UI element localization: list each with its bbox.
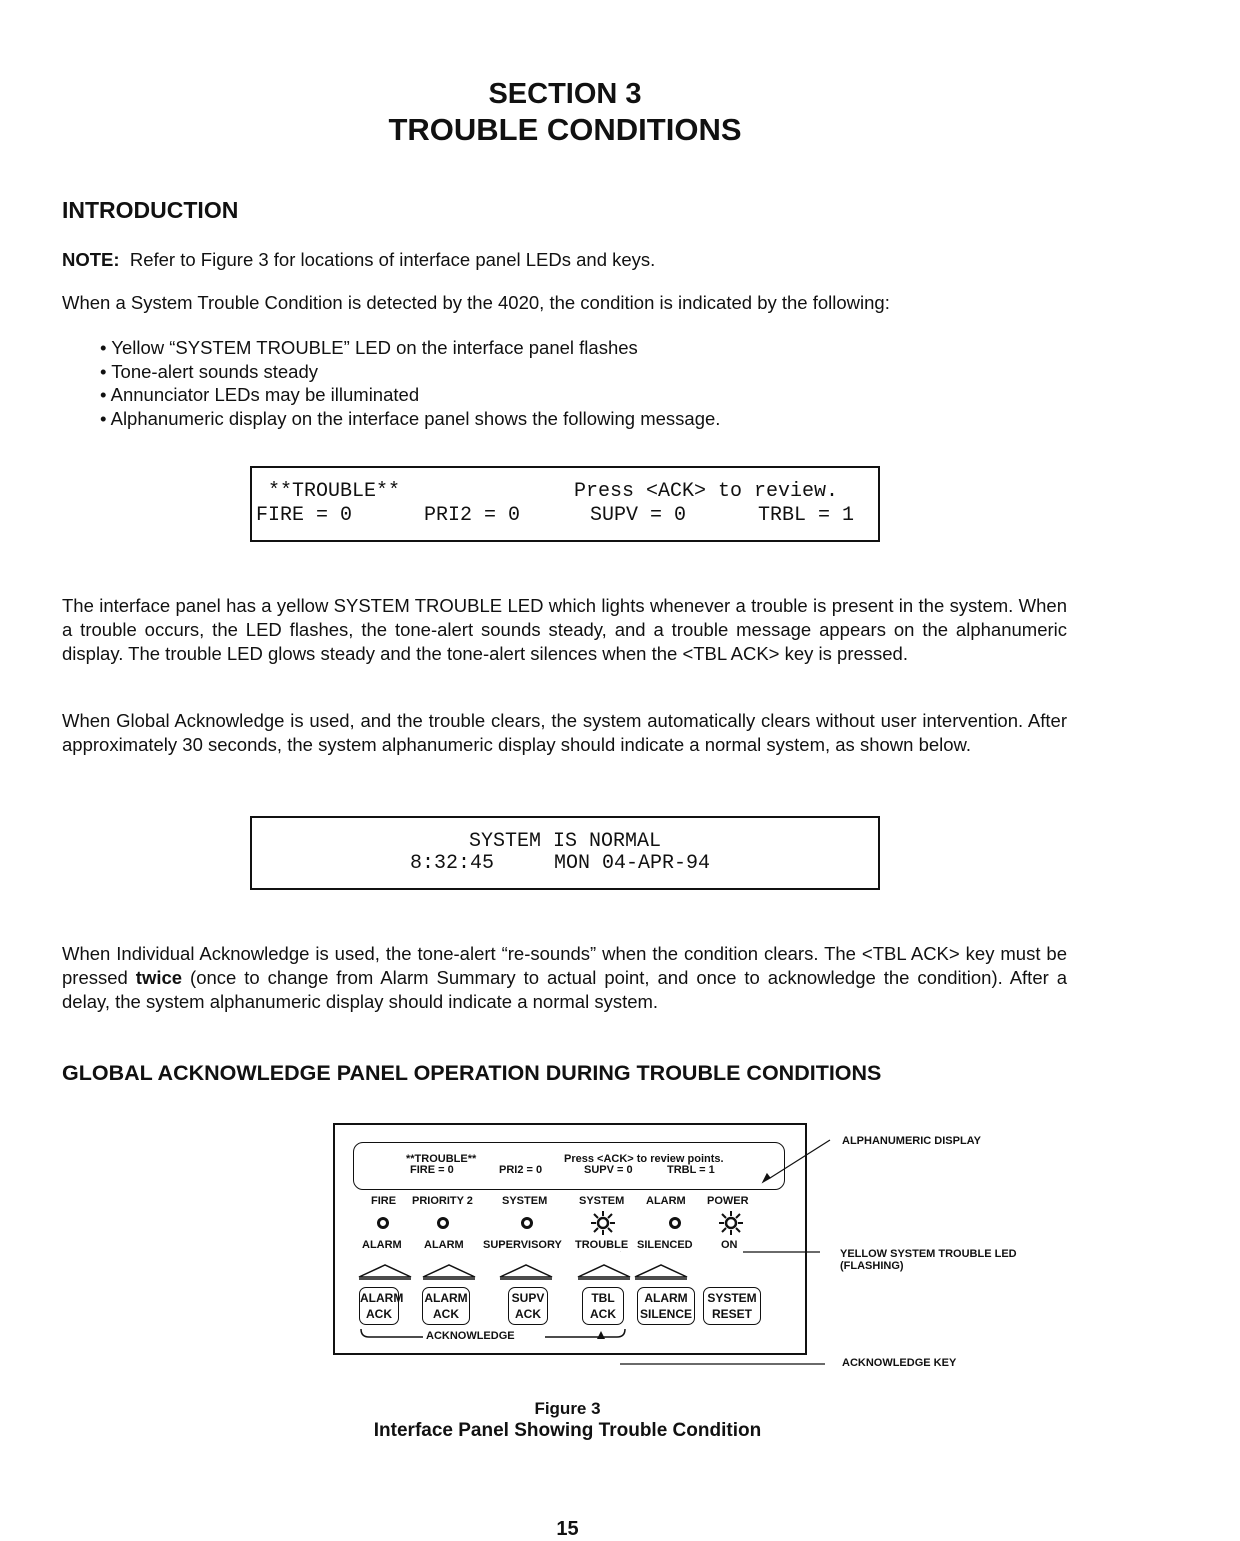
system-trouble-led-flashing-icon — [590, 1210, 616, 1236]
lcd-title-right: Press <ACK> to review points. — [564, 1153, 724, 1165]
list-item: • Annunciator LEDs may be illuminated — [100, 384, 420, 405]
paragraph-global: When Global Acknowledge is used, and the trouble clears, the system automatically clears without user intervention. After approximately 30 seconds, the system alphanumeric display should indicate a normal system, as shown below. — [62, 710, 1067, 755]
tbl-ack-key[interactable]: TBL ACK — [582, 1287, 624, 1325]
figure-caption: Interface Panel Showing Trouble Condition — [373, 1420, 762, 1441]
fire-alarm-led — [377, 1217, 389, 1229]
led-label-alarm-silenced: ALARM — [646, 1195, 686, 1207]
callout-alphanumeric-display: ALPHANUMERIC DISPLAY — [842, 1135, 981, 1147]
led-label-fire: FIRE — [371, 1195, 397, 1207]
display-title-right: Press <ACK> to review. — [574, 480, 839, 503]
led-bottom-silenced: SILENCED — [637, 1239, 693, 1251]
note — [62, 248, 1067, 272]
alarm-ack-key-fire[interactable]: ALARM ACK — [359, 1287, 399, 1325]
system-reset-key[interactable]: SYSTEM RESET — [703, 1287, 761, 1325]
figure-number: Figure 3 — [534, 1399, 601, 1418]
lcd-title-left: **TROUBLE** — [406, 1153, 477, 1165]
lcd-trbl: TRBL = 1 — [667, 1164, 715, 1176]
lcd-pri2: PRI2 = 0 — [499, 1164, 543, 1176]
alarm-ack-key-priority2[interactable]: ALARM ACK — [422, 1287, 470, 1325]
display-supv: SUPV = 0 — [590, 504, 687, 527]
led-label-priority2: PRIORITY 2 — [412, 1195, 473, 1207]
led-bottom-supervisory: SUPERVISORY — [483, 1239, 562, 1251]
callout-flashing: (FLASHING) — [840, 1260, 904, 1272]
section-title: TROUBLE CONDITIONS — [388, 112, 742, 147]
intro-heading: INTRODUCTION — [62, 197, 239, 223]
page-number: 15 — [556, 1518, 579, 1540]
paragraph-individual: When Individual Acknowledge is used, the tone-alert “re-sounds” when the condition clears. The <TBL ACK> key must be pressed twice (once to change from Alarm Summary to actual point, and once to acknowledge the condition). After a delay, the system alphanumeric display should indicate a normal system. — [62, 943, 1068, 1012]
normal-display — [250, 816, 880, 890]
note-text: Refer to Figure 3 for locations of interface panel LEDs and keys. — [129, 249, 656, 270]
lcd-supv: SUPV = 0 — [584, 1164, 633, 1176]
display-fire: FIRE = 0 — [256, 504, 353, 527]
supv-ack-key[interactable]: SUPV ACK — [508, 1287, 548, 1325]
trouble-display — [250, 466, 880, 542]
section-number: SECTION 3 — [488, 78, 642, 110]
led-label-system-trouble: SYSTEM — [579, 1195, 625, 1207]
display-pri2: PRI2 = 0 — [424, 504, 521, 527]
display-time: 8:32:45 — [410, 852, 495, 875]
emphasis-twice: twice — [135, 967, 183, 988]
display-trbl: TRBL = 1 — [758, 504, 855, 527]
global-heading: GLOBAL ACKNOWLEDGE PANEL OPERATION DURING TROUBLE CONDITIONS — [62, 1061, 882, 1085]
list-item: • Tone-alert sounds steady — [100, 360, 319, 382]
led-bottom-alarm-1: ALARM — [362, 1239, 402, 1251]
display-normal-line: SYSTEM IS NORMAL — [468, 830, 662, 853]
lcd-fire: FIRE = 0 — [410, 1164, 454, 1176]
alarm-silence-key[interactable]: ALARM SILENCE — [637, 1287, 695, 1325]
display-title-left: **TROUBLE** — [268, 480, 401, 503]
led-bottom-on: ON — [721, 1239, 738, 1251]
led-label-system-supv: SYSTEM — [502, 1195, 548, 1207]
note-label: NOTE: — [62, 249, 120, 270]
led-label-power: POWER — [707, 1195, 749, 1207]
callout-lines — [620, 1130, 840, 1370]
acknowledge-label: ACKNOWLEDGE — [426, 1330, 515, 1342]
priority2-alarm-led — [437, 1217, 449, 1229]
paragraph-led: The interface panel has a yellow SYSTEM TROUBLE LED which lights whenever a trouble is present in the system. When a trouble occurs, the LED flashes, the tone-alert sounds steady, and a trouble message appears on the alphanumeric display. The trouble LED glows steady and the tone-alert silences when the <TBL ACK> key is pressed. — [62, 595, 1067, 664]
callout-acknowledge-key: ACKNOWLEDGE KEY — [842, 1357, 957, 1369]
led-bottom-alarm-2: ALARM — [424, 1239, 464, 1251]
bullet-list — [100, 336, 720, 430]
list-item: • Alphanumeric display on the interface panel shows the following message. — [100, 407, 721, 429]
list-item: • Yellow “SYSTEM TROUBLE” LED on the interface panel flashes — [100, 337, 638, 358]
led-bottom-trouble: TROUBLE — [575, 1239, 629, 1251]
supervisory-led — [521, 1217, 533, 1229]
intro-lead: When a System Trouble Condition is detected by the 4020, the condition is indicated by the following: — [62, 292, 890, 313]
display-date: MON 04-APR-94 — [554, 852, 711, 875]
callout-trouble-led: YELLOW SYSTEM TROUBLE LED — [840, 1248, 1017, 1260]
